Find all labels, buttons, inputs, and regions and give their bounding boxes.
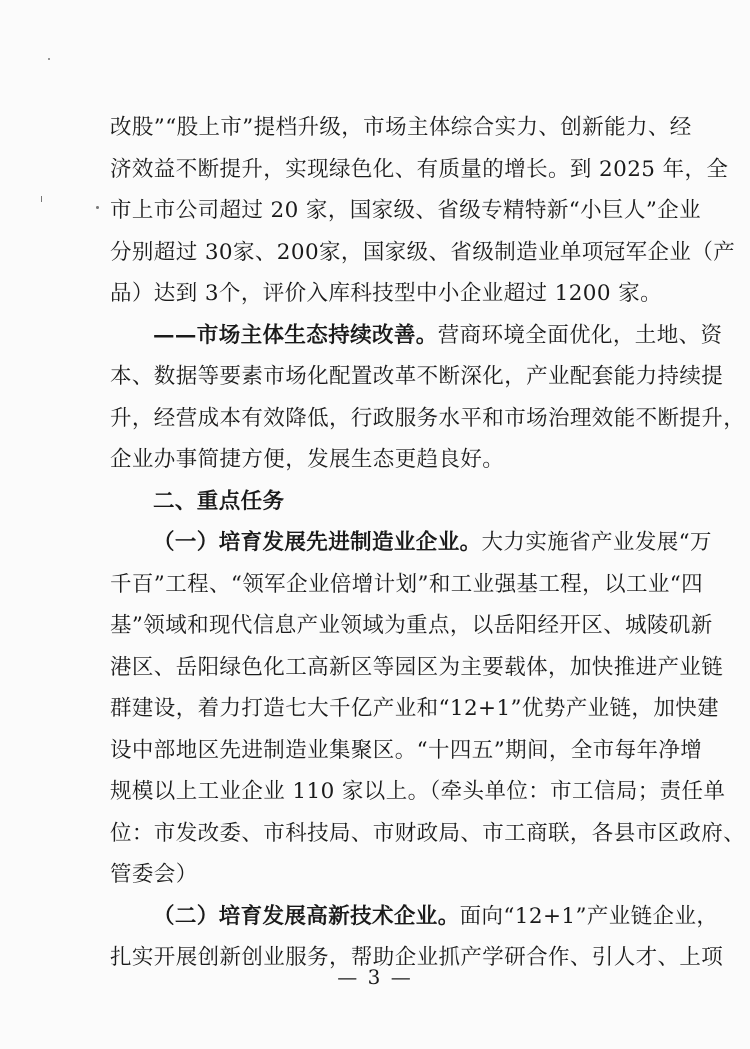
paragraph-3-first-line-rest: 大力实施省产业发展“万: [481, 530, 712, 555]
paragraph-4-first-line-rest: 面向“12+1”产业链企业，: [459, 903, 719, 929]
paragraph-3-first-line: [110, 522, 712, 564]
paragraph-1-line: 市上市公司超过 20 家，国家级、省级专精特新“小巨人”企业: [110, 198, 702, 223]
paragraph-2-first-line: [110, 315, 723, 357]
paragraph-1-line: 品）达到 3个，评价入库科技型中小企业超过 1200 家。: [110, 281, 662, 306]
paragraph-3-line: 规模以上工业企业 110 家以上。（牵头单位：市工信局；责任单: [110, 779, 726, 804]
paragraph-3-line: 群建设，着力打造七大千亿产业和“12+1”优势产业链，加快建: [110, 696, 720, 721]
paragraph-2-lead: ——市场主体生态持续改善。: [153, 322, 438, 348]
paragraph-4-first-line: [110, 896, 719, 938]
scan-speck: [41, 196, 42, 202]
page-number: — 3 —: [337, 965, 413, 989]
paragraph-2-first-line-rest: 营商环境全面优化，土地、资: [437, 322, 723, 348]
paragraph-4-lead: （二）培育发展高新技术企业。: [153, 903, 460, 929]
paragraph-2-line: 企业办事简捷方便，发展生态更趋良好。: [110, 447, 505, 472]
paragraph-4-line: 扎实开展创新创业服务，帮助企业抓产学研合作、引人才、上项: [110, 945, 724, 970]
paragraph-1-line: 改股”“股上市”提档升级，市场主体综合实力、创新能力、经: [110, 115, 692, 140]
paragraph-3-line: 设中部地区先进制造业集聚区。“十四五”期间，全市每年净增: [110, 737, 703, 763]
paragraph-3-line: 基”领域和现代信息产业领域为重点，以岳阳经开区、城陵矶新: [110, 613, 713, 638]
document-body: [110, 107, 746, 979]
paragraph-2-line: 本、数据等要素市场化配置改革不断深化，产业配套能力持续提: [110, 364, 724, 389]
paragraph-3-line: 管委会）: [110, 862, 198, 887]
section-heading: 二、重点任务: [153, 488, 285, 514]
paragraph-3-line: 位：市发改委、市科技局、市财政局、市工商联，各县市区政府、: [110, 820, 746, 846]
paragraph-1-line: 济效益不断提升，实现绿色化、有质量的增长。到 2025 年，全: [110, 156, 729, 182]
scan-speck: [48, 58, 50, 60]
paragraph-1-line: 分别超过 30家、200家，国家级、省级制造业单项冠军企业（产: [110, 239, 736, 265]
paragraph-3-line: 千百”工程、“领军企业倍增计划”和工业强基工程，以工业“四: [110, 571, 704, 597]
paragraph-2-line: 升，经营成本有效降低，行政服务水平和市场治理效能不断提升，: [110, 405, 746, 431]
scan-speck: [96, 206, 99, 209]
paragraph-3-lead: （一）培育发展先进制造业企业。: [153, 530, 482, 555]
paragraph-3-line: 港区、岳阳绿色化工高新区等园区为主要载体，加快推进产业链: [110, 654, 724, 680]
